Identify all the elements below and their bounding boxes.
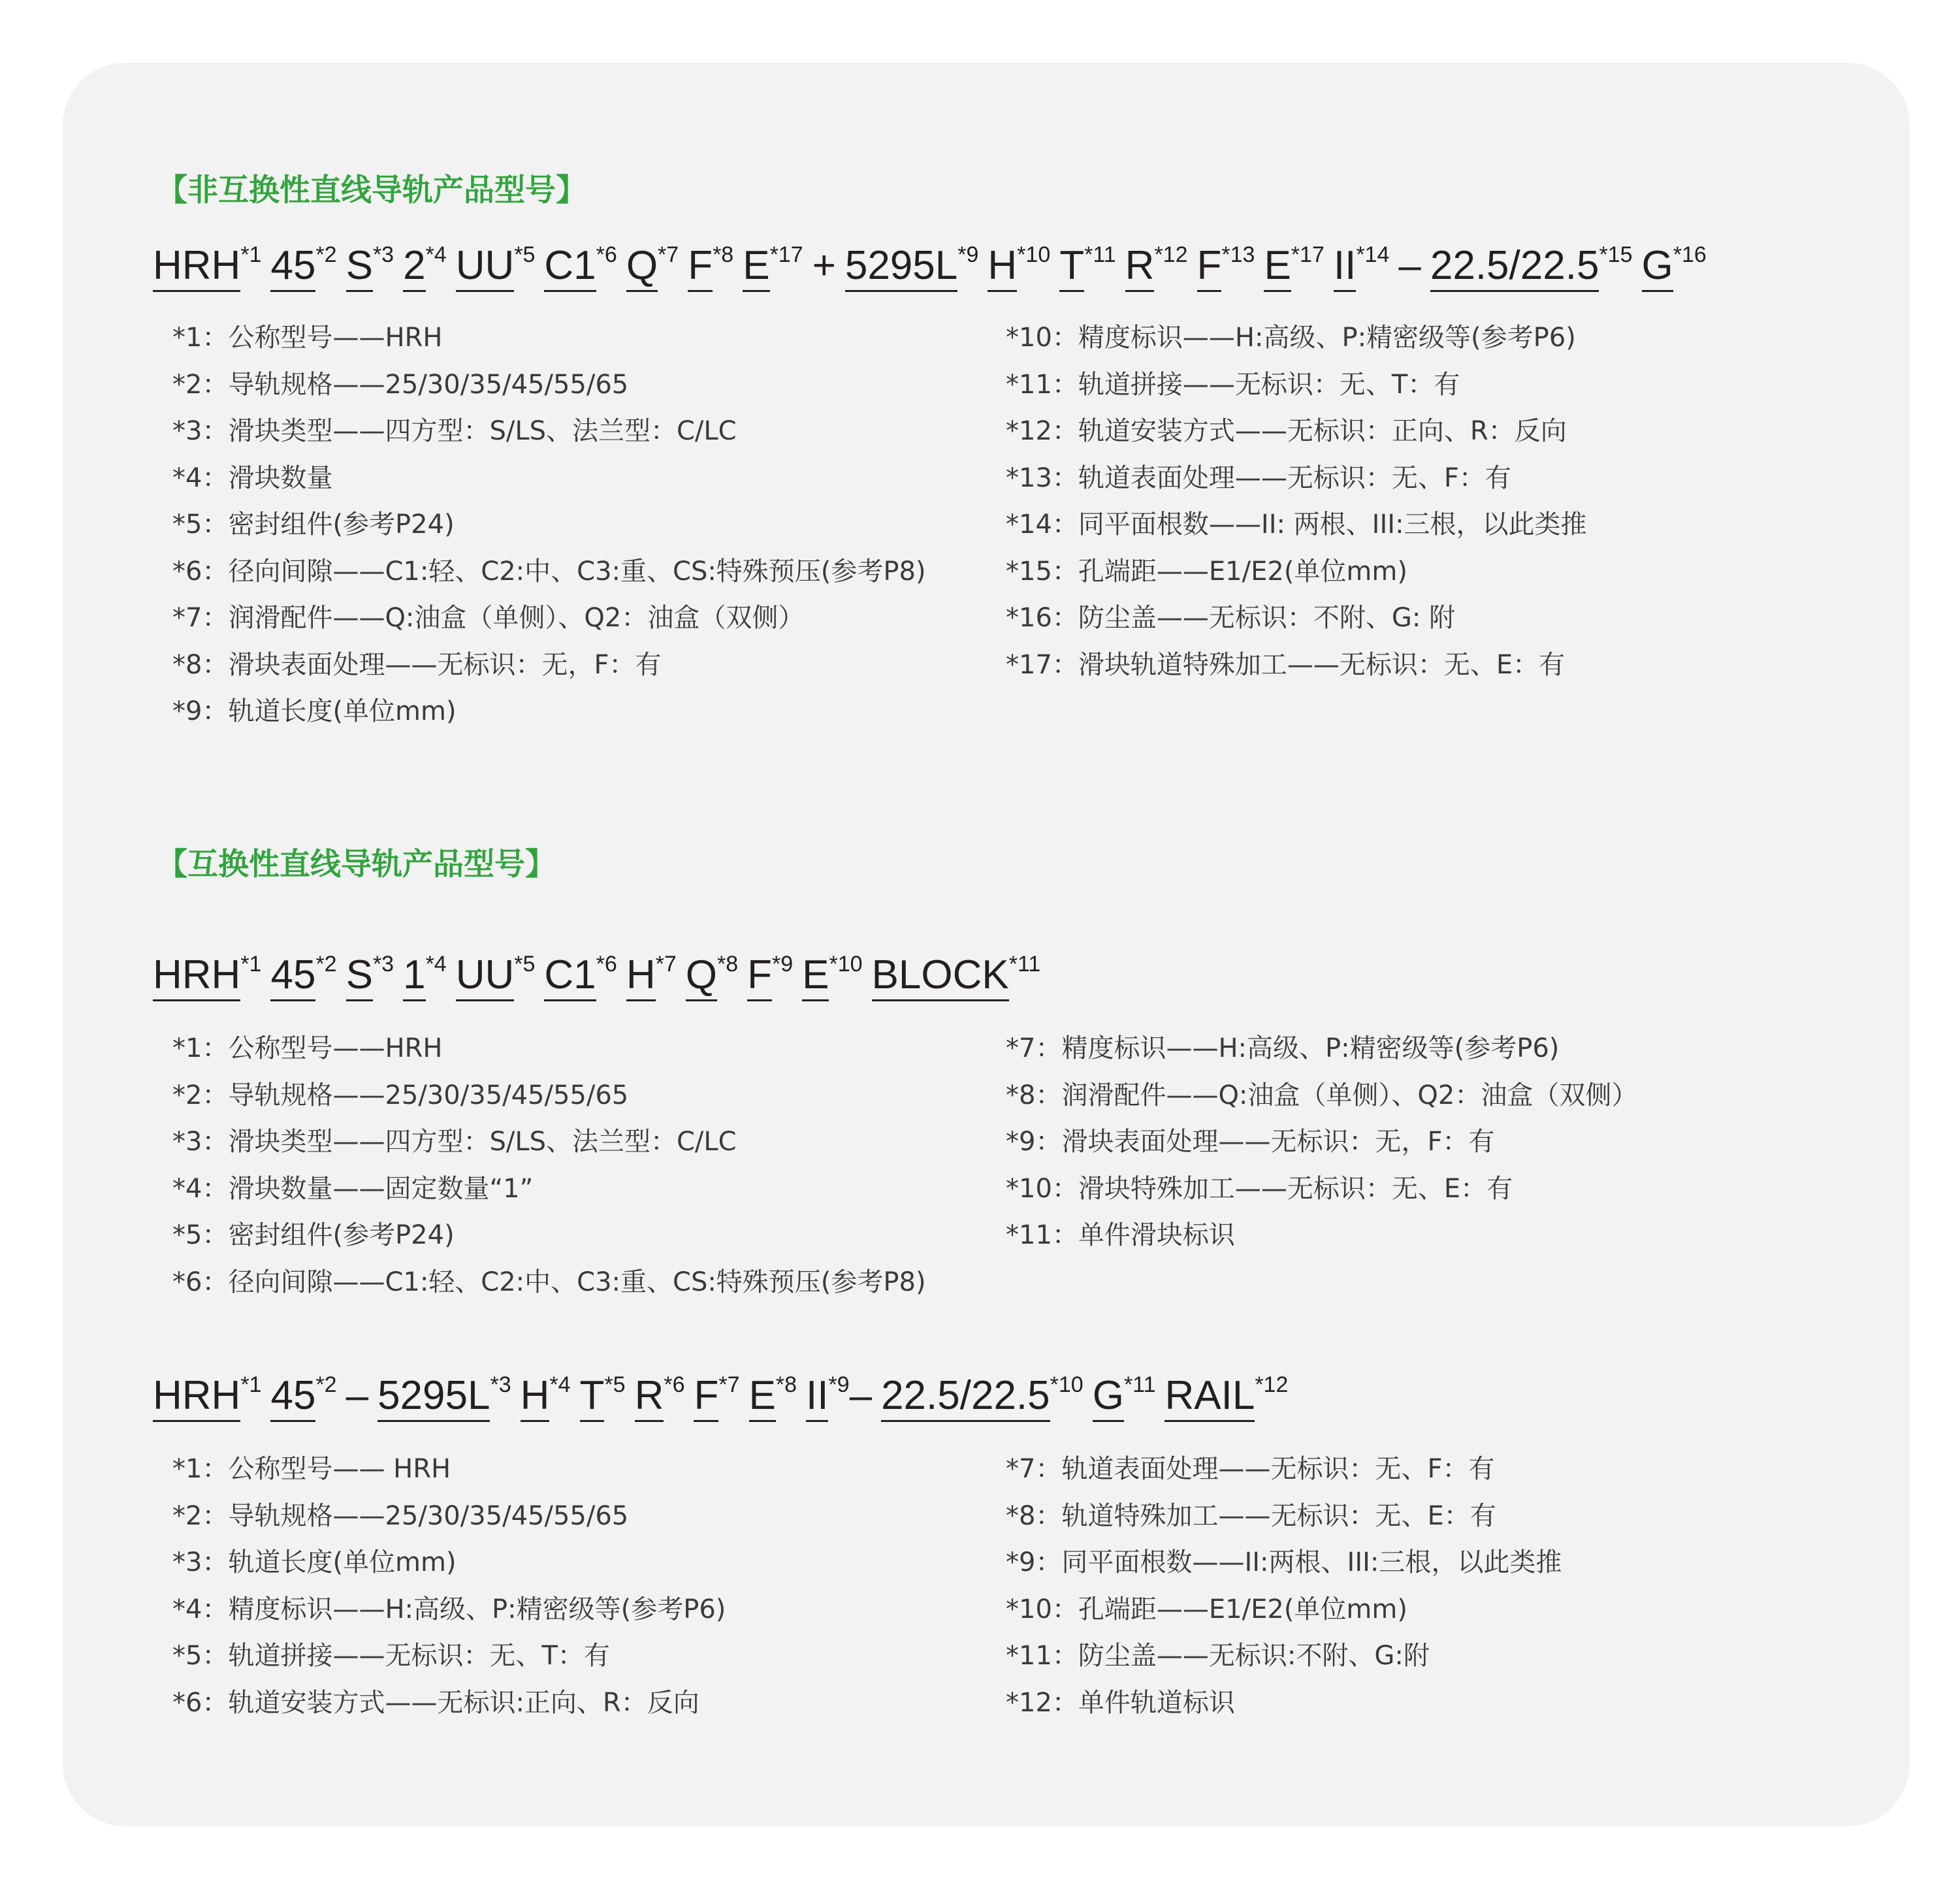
formula-footnote-mark: *1 xyxy=(240,1372,262,1397)
formula-part xyxy=(153,242,262,292)
formula-part xyxy=(1125,242,1188,292)
note-item: *5：密封组件(参考P24) xyxy=(172,1220,455,1250)
formula-footnote-mark: *1 xyxy=(240,242,262,267)
formula-footnote-mark: *2 xyxy=(315,242,337,267)
formula-code: E xyxy=(743,246,769,292)
formula-code: T xyxy=(1059,246,1084,292)
note-item: *2：导轨规格——25/30/35/45/55/65 xyxy=(172,1080,629,1110)
formula-part xyxy=(378,1372,511,1422)
note-item: *9：同平面根数——II:两根、III:三根，以此类推 xyxy=(1006,1547,1562,1577)
note-item: *4：滑块数量——固定数量“1” xyxy=(172,1173,534,1204)
note-item: *6：径向间隙——C1:轻、C2:中、C3:重、CS:特殊预压(参考P8) xyxy=(172,556,926,587)
formula-footnote-mark: *11 xyxy=(1008,952,1041,977)
formula-code: HRH xyxy=(153,955,240,1001)
model-code-formula-block xyxy=(153,952,1050,1001)
formula-part xyxy=(455,242,536,292)
formula-code: Q xyxy=(626,246,658,292)
formula-code: S xyxy=(346,246,373,292)
formula-code: 1 xyxy=(403,955,425,1001)
formula-part xyxy=(270,1372,337,1422)
formula-code: 45 xyxy=(270,955,315,1001)
formula-code: 5295L xyxy=(845,246,957,292)
formula-separator: – xyxy=(345,1373,369,1418)
formula-part xyxy=(403,242,447,292)
formula-footnote-mark: *5 xyxy=(604,1372,626,1397)
note-item: *11：防尘盖——无标识:不附、G:附 xyxy=(1006,1641,1430,1671)
formula-code: UU xyxy=(456,246,515,292)
formula-footnote-mark: *9 xyxy=(771,952,794,977)
note-item: *13：轨道表面处理——无标识：无、F：有 xyxy=(1006,462,1511,493)
formula-part xyxy=(544,952,617,1001)
formula-part xyxy=(802,952,863,1001)
note-item: *2：导轨规格——25/30/35/45/55/65 xyxy=(172,369,629,400)
note-item: *11：单件滑块标识 xyxy=(1006,1220,1235,1250)
formula-part xyxy=(1165,1372,1289,1422)
formula-code: 2 xyxy=(403,246,425,292)
formula-footnote-mark: *9 xyxy=(828,1372,850,1397)
note-item: *10：滑块特殊加工——无标识：无、E：有 xyxy=(1006,1173,1513,1204)
formula-part xyxy=(1059,242,1116,292)
formula-code: G xyxy=(1642,246,1673,292)
formula-separator: – xyxy=(1398,243,1421,288)
note-item: *1：公称型号——HRH xyxy=(172,323,443,353)
note-item: *7：精度标识——H:高级、P:精密级等(参考P6) xyxy=(1006,1033,1560,1063)
formula-part xyxy=(345,952,394,1001)
formula-footnote-mark: *13 xyxy=(1221,242,1255,267)
formula-code: UU xyxy=(456,955,515,1001)
formula-part xyxy=(871,952,1041,1001)
formula-code: E xyxy=(802,955,829,1001)
formula-part xyxy=(345,242,394,292)
formula-code: 45 xyxy=(270,246,315,292)
note-item: *3：轨道长度(单位mm) xyxy=(172,1547,457,1577)
note-item: *14：同平面根数——II: 两根、III:三根，以此类推 xyxy=(1006,509,1587,540)
formula-footnote-mark: *10 xyxy=(829,952,863,977)
formula-part xyxy=(881,1372,1084,1422)
note-item: *7：轨道表面处理——无标识：无、F：有 xyxy=(1006,1454,1495,1484)
formula-footnote-mark: *14 xyxy=(1356,242,1390,267)
note-item: *8：润滑配件——Q:油盒（单侧）、Q2：油盒（双侧） xyxy=(1006,1080,1638,1110)
note-item: *12：轨道安装方式——无标识：正向、R：反向 xyxy=(1006,416,1567,446)
formula-footnote-mark: *10 xyxy=(1050,1372,1084,1397)
formula-code: F xyxy=(688,246,713,292)
formula-part xyxy=(988,242,1051,292)
note-item: *7：润滑配件——Q:油盒（单侧）、Q2：油盒（双侧） xyxy=(172,603,805,633)
formula-code: T xyxy=(580,1376,605,1422)
note-item: *1：公称型号—— HRH xyxy=(172,1454,451,1484)
formula-footnote-mark: *4 xyxy=(425,242,447,267)
formula-footnote-mark: *7 xyxy=(718,1372,740,1397)
note-item: *3：滑块类型——四方型：S/LS、法兰型：C/LC xyxy=(172,416,737,446)
formula-footnote-mark: *9 xyxy=(957,242,979,267)
formula-code: F xyxy=(747,955,772,1001)
note-item: *15：孔端距——E1/E2(单位mm) xyxy=(1006,556,1407,587)
formula-code: HRH xyxy=(153,1376,240,1422)
formula-footnote-mark: *10 xyxy=(1017,242,1051,267)
formula-code: II xyxy=(806,1376,828,1422)
formula-footnote-mark: *6 xyxy=(596,242,617,267)
formula-footnote-mark: *17 xyxy=(769,242,803,267)
formula-footnote-mark: *16 xyxy=(1673,242,1707,267)
note-item: *3：滑块类型——四方型：S/LS、法兰型：C/LC xyxy=(172,1127,737,1157)
formula-footnote-mark: *2 xyxy=(315,1372,337,1397)
formula-footnote-mark: *7 xyxy=(655,952,677,977)
formula-code: 22.5/22.5 xyxy=(881,1376,1050,1422)
formula-part xyxy=(747,952,794,1001)
formula-part xyxy=(844,242,979,292)
formula-footnote-mark: *8 xyxy=(716,952,739,977)
formula-separator: – xyxy=(849,1373,873,1418)
note-item: *5：轨道拼接——无标识：无、T：有 xyxy=(172,1641,610,1671)
formula-footnote-mark: *15 xyxy=(1599,242,1633,267)
formula-footnote-mark: *12 xyxy=(1255,1372,1289,1397)
note-item: *4：滑块数量 xyxy=(172,462,333,493)
formula-code: R xyxy=(635,1376,664,1422)
note-item: *9：轨道长度(单位mm) xyxy=(172,696,457,726)
formula-code: BLOCK xyxy=(872,955,1009,1001)
formula-part xyxy=(743,242,803,292)
notes-list-right xyxy=(1006,1446,1562,1726)
formula-code: 5295L xyxy=(378,1376,490,1422)
note-item: *10：精度标识——H:高级、P:精密级等(参考P6) xyxy=(1006,323,1576,353)
notes-list-left xyxy=(172,315,926,735)
formula-part xyxy=(403,952,447,1001)
model-code-formula-rail xyxy=(153,1372,1297,1422)
section-title-non-interchangeable: 【非互换性直线导轨产品型号】 xyxy=(157,172,586,208)
formula-part xyxy=(806,1372,873,1422)
model-code-formula-non-interchangeable xyxy=(153,242,1716,292)
formula-footnote-mark: *4 xyxy=(425,952,447,977)
note-item: *6：轨道安装方式——无标识:正向、R：反向 xyxy=(172,1687,699,1718)
formula-part xyxy=(694,1372,740,1422)
note-item: *9：滑块表面处理——无标识：无，F：有 xyxy=(1006,1127,1495,1157)
formula-code: C1 xyxy=(544,955,596,1001)
note-item: *4：精度标识——H:高级、P:精密级等(参考P6) xyxy=(172,1594,726,1624)
formula-footnote-mark: *6 xyxy=(664,1372,685,1397)
formula-footnote-mark: *11 xyxy=(1084,242,1116,267)
formula-code: C1 xyxy=(544,246,596,292)
notes-list-left xyxy=(172,1446,726,1726)
formula-footnote-mark: *8 xyxy=(775,1372,797,1397)
formula-part xyxy=(270,242,337,292)
note-item: *6：径向间隙——C1:轻、C2:中、C3:重、CS:特殊预压(参考P8) xyxy=(172,1267,926,1297)
formula-code: H xyxy=(988,246,1017,292)
formula-part xyxy=(634,1372,685,1422)
formula-part xyxy=(1430,242,1633,292)
note-item: *8：滑块表面处理——无标识：无，F：有 xyxy=(172,649,662,680)
formula-code: RAIL xyxy=(1165,1376,1255,1422)
formula-code: S xyxy=(346,955,373,1001)
formula-part xyxy=(579,1372,626,1422)
note-item: *1：公称型号——HRH xyxy=(172,1033,443,1063)
formula-footnote-mark: *2 xyxy=(315,952,337,977)
formula-footnote-mark: *12 xyxy=(1154,242,1188,267)
formula-part xyxy=(544,242,617,292)
formula-footnote-mark: *3 xyxy=(372,242,394,267)
formula-part xyxy=(1264,242,1325,292)
formula-footnote-mark: *17 xyxy=(1291,242,1325,267)
note-item: *17：滑块轨道特殊加工——无标识：无、E：有 xyxy=(1006,649,1566,680)
formula-footnote-mark: *11 xyxy=(1123,1372,1156,1397)
note-item: *11：轨道拼接——无标识：无、T：有 xyxy=(1006,369,1460,400)
formula-footnote-mark: *3 xyxy=(372,952,394,977)
notes-list-right xyxy=(1006,315,1587,688)
formula-code: H xyxy=(521,1376,550,1422)
section-title-interchangeable: 【互换性直线导轨产品型号】 xyxy=(157,847,556,882)
formula-part xyxy=(153,952,262,1001)
formula-part xyxy=(688,242,734,292)
formula-part xyxy=(626,242,679,292)
formula-code: R xyxy=(1125,246,1155,292)
formula-part xyxy=(685,952,739,1001)
formula-footnote-mark: *8 xyxy=(713,242,734,267)
note-item: *5：密封组件(参考P24) xyxy=(172,509,455,540)
formula-part xyxy=(455,952,536,1001)
formula-code: E xyxy=(1264,246,1291,292)
formula-part xyxy=(1197,242,1255,292)
formula-part xyxy=(153,1372,262,1422)
formula-footnote-mark: *1 xyxy=(240,952,262,977)
formula-footnote-mark: *3 xyxy=(490,1372,511,1397)
formula-part xyxy=(1641,242,1707,292)
note-item: *2：导轨规格——25/30/35/45/55/65 xyxy=(172,1500,629,1531)
formula-part xyxy=(520,1372,571,1422)
formula-code: 22.5/22.5 xyxy=(1430,246,1599,292)
formula-footnote-mark: *4 xyxy=(549,1372,571,1397)
formula-code: 45 xyxy=(270,1376,315,1422)
formula-part xyxy=(1092,1372,1156,1422)
formula-footnote-mark: *5 xyxy=(514,242,536,267)
notes-list-right xyxy=(1006,1025,1637,1259)
note-item: *12：单件轨道标识 xyxy=(1006,1687,1235,1718)
formula-code: II xyxy=(1334,246,1356,292)
formula-footnote-mark: *5 xyxy=(514,952,536,977)
note-item: *10：孔端距——E1/E2(单位mm) xyxy=(1006,1594,1407,1624)
note-item: *16：防尘盖——无标识：不附、G: 附 xyxy=(1006,603,1456,633)
formula-code: F xyxy=(1197,246,1222,292)
notes-list-left xyxy=(172,1025,926,1306)
formula-footnote-mark: *7 xyxy=(658,242,679,267)
formula-code: E xyxy=(749,1376,776,1422)
note-item: *8：轨道特殊加工——无标识：无、E：有 xyxy=(1006,1500,1496,1531)
formula-part xyxy=(270,952,337,1001)
formula-part xyxy=(626,952,677,1001)
formula-code: G xyxy=(1093,1376,1124,1422)
formula-footnote-mark: *6 xyxy=(596,952,617,977)
formula-code: F xyxy=(694,1376,718,1422)
formula-part xyxy=(1333,242,1390,292)
formula-part xyxy=(748,1372,797,1422)
formula-separator: + xyxy=(812,243,836,288)
formula-code: HRH xyxy=(153,246,240,292)
formula-code: Q xyxy=(686,955,717,1001)
formula-code: H xyxy=(626,955,656,1001)
